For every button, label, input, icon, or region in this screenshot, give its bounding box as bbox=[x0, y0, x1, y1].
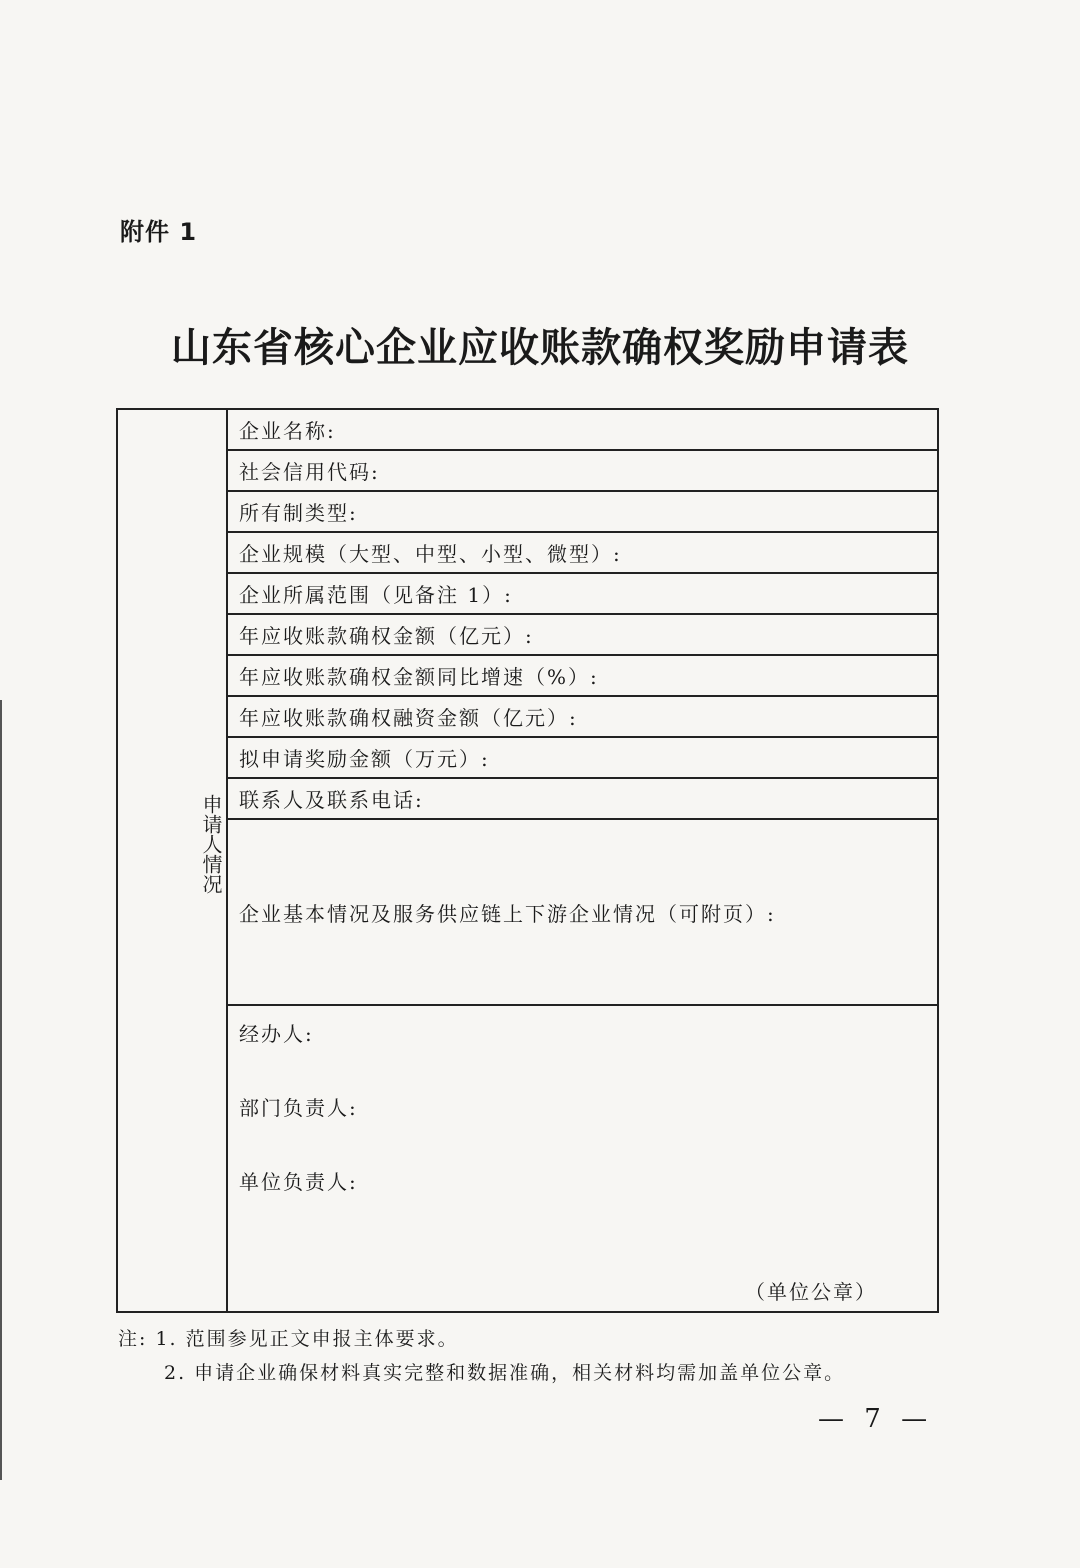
footnotes bbox=[118, 1322, 845, 1390]
field-annual-growth-rate[interactable]: 年应收账款确权金额同比增速（%）: bbox=[228, 656, 937, 697]
note-line-1: 注: 1. 范围参见正文申报主体要求。 bbox=[118, 1328, 459, 1350]
field-contact[interactable]: 联系人及联系电话: bbox=[228, 779, 937, 820]
field-company-scope[interactable]: 企业所属范围（见备注 1）: bbox=[228, 574, 937, 615]
dept-head-signature[interactable]: 部门负责人: bbox=[239, 1096, 358, 1120]
field-company-name[interactable]: 企业名称: bbox=[228, 410, 937, 451]
field-company-scale[interactable]: 企业规模（大型、中型、小型、微型）: bbox=[228, 533, 937, 574]
page-number: — 7 — bbox=[818, 1404, 934, 1434]
side-header-cell bbox=[118, 410, 228, 1311]
form-rows bbox=[228, 410, 937, 1311]
handler-signature[interactable]: 经办人: bbox=[239, 1022, 314, 1046]
unit-head-signature[interactable]: 单位负责人: bbox=[239, 1170, 358, 1194]
side-header-label: 申请人情况 bbox=[199, 794, 223, 894]
attachment-label: 附件 1 bbox=[120, 218, 198, 246]
field-annual-financing-amount[interactable]: 年应收账款确权融资金额（亿元）: bbox=[228, 697, 937, 738]
field-annual-confirmed-amount[interactable]: 年应收账款确权金额（亿元）: bbox=[228, 615, 937, 656]
unit-seal-note: （单位公章） bbox=[745, 1280, 877, 1304]
note-line-2: 2. 申请企业确保材料真实完整和数据准确，相关材料均需加盖单位公章。 bbox=[164, 1362, 846, 1384]
field-basic-info[interactable]: 企业基本情况及服务供应链上下游企业情况（可附页）: bbox=[228, 820, 937, 1006]
field-ownership-type[interactable]: 所有制类型: bbox=[228, 492, 937, 533]
page-edge-shadow bbox=[0, 700, 2, 1480]
field-credit-code[interactable]: 社会信用代码: bbox=[228, 451, 937, 492]
page-title: 山东省核心企业应收账款确权奖励申请表 bbox=[171, 324, 909, 371]
field-proposed-reward[interactable]: 拟申请奖励金额（万元）: bbox=[228, 738, 937, 779]
application-form-table bbox=[116, 408, 939, 1313]
signature-block bbox=[228, 1006, 937, 1311]
